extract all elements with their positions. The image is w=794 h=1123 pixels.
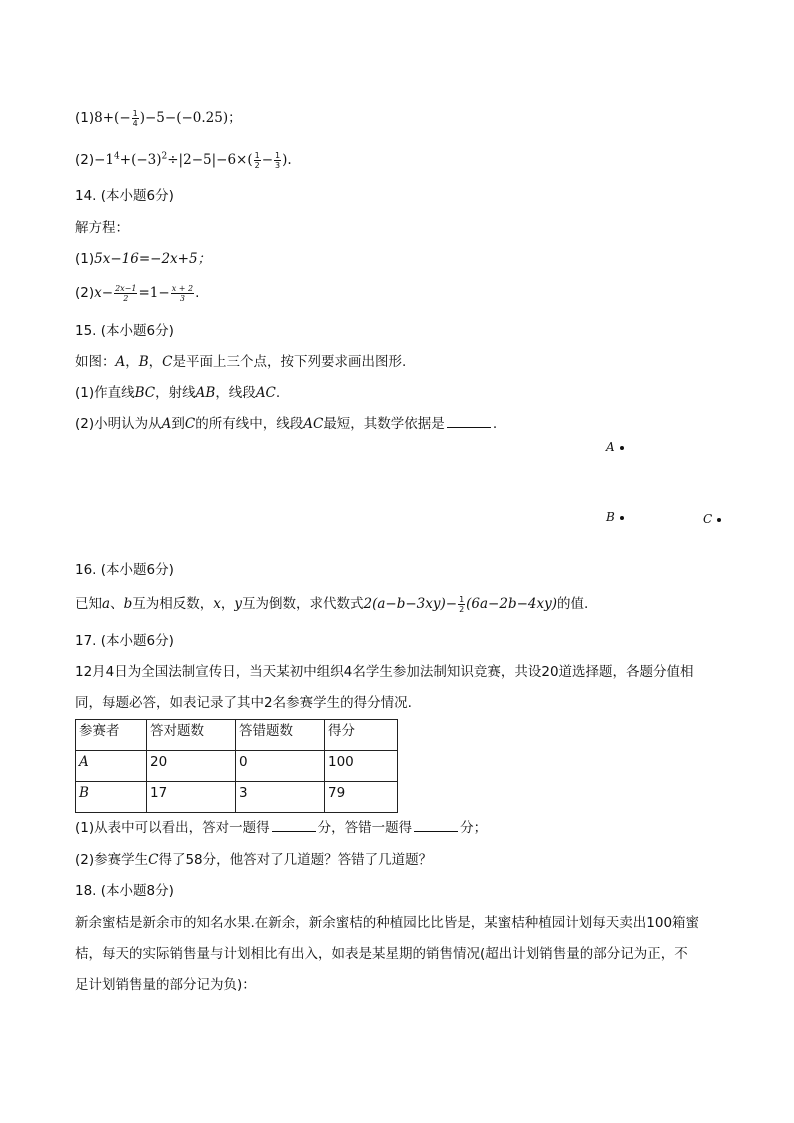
answer-blank[interactable] bbox=[272, 819, 316, 832]
table-cell: 20 bbox=[147, 751, 236, 782]
point-c-dot bbox=[717, 518, 721, 522]
table-cell: 17 bbox=[147, 782, 236, 813]
table-header-cell: 答对题数 bbox=[147, 720, 236, 751]
table-header-cell: 得分 bbox=[325, 720, 398, 751]
q18-line1: 新余蜜桔是新余市的知名水果.在新余，新余蜜桔的种植园比比皆是，某蜜桔种植园计划每天卖出100箱蜜 bbox=[75, 915, 700, 931]
table-header-cell: 参赛者 bbox=[76, 720, 147, 751]
table-cell: B bbox=[76, 782, 147, 813]
answer-blank[interactable] bbox=[414, 819, 458, 832]
fraction-1-2: $\frac{1}{2}$ bbox=[459, 594, 465, 614]
q15-part1: (1)作直线BC，射线AB，线段AC. bbox=[75, 385, 281, 401]
q14-part2: (2)x− $\frac{2x-1}{2}$ =1− $\frac{x + 2}{3}$ . bbox=[75, 283, 200, 303]
point-a: A bbox=[606, 440, 624, 454]
q17-part2: (2)参赛学生C得了58分，他答对了几道题？答错了几道题？ bbox=[75, 852, 433, 868]
q14-intro: 解方程： bbox=[75, 220, 129, 236]
q18-heading: 18. (本小题8分) bbox=[75, 883, 174, 899]
q17-line2: 同，每题必答，如表记录了其中2名参赛学生的得分情况. bbox=[75, 695, 412, 711]
q17-heading: 17. (本小题6分) bbox=[75, 633, 174, 649]
table-cell: 3 bbox=[236, 782, 325, 813]
fraction-1-3: $\frac{1}{3}$ bbox=[275, 150, 281, 170]
q13-part2: $(2)-1^4+(-3)^2\div|2-5|-6\times$( $\frac{1}{2}$ − $\frac{1}{3}$ ). bbox=[75, 150, 292, 170]
table-cell: A bbox=[76, 751, 147, 782]
point-c: C bbox=[703, 512, 721, 526]
q15-intro: 如图：A，B，C是平面上三个点，按下列要求画出图形. bbox=[75, 354, 407, 370]
table-header-cell: 答错题数 bbox=[236, 720, 325, 751]
fraction-2x-1-over-2: $\frac{2x-1}{2}$ bbox=[115, 283, 137, 303]
table-row bbox=[76, 751, 398, 782]
q16-body: 已知a、b互为相反数，x，y互为倒数，求代数式2(a−b−3xy)− $\frac{1}{2}$ (6a−2b−4xy)的值. bbox=[75, 594, 589, 614]
table-row bbox=[76, 782, 398, 813]
score-table bbox=[75, 719, 398, 813]
q13-part1: (1)8+(− $\frac{1}{4}$ )−5−(−0.25)； bbox=[75, 108, 242, 128]
table-header-row bbox=[76, 720, 398, 751]
q15-part2: (2)小明认为从A到C的所有线中，线段AC最短，其数学依据是 . bbox=[75, 416, 498, 432]
table-cell: 79 bbox=[325, 782, 398, 813]
q18-line2: 桔，每天的实际销售量与计划相比有出入，如表是某星期的销售情况(超出计划销售量的部分记为正，不 bbox=[75, 946, 688, 962]
table-cell: 100 bbox=[325, 751, 398, 782]
q18-line3: 足计划销售量的部分记为负)： bbox=[75, 977, 256, 993]
q14-heading: 14. (本小题6分) bbox=[75, 188, 174, 204]
point-b: B bbox=[606, 510, 624, 524]
point-b-dot bbox=[620, 516, 624, 520]
q17-line1: 12月4日为全国法制宣传日，当天某初中组织4名学生参加法制知识竞赛，共设20道选择题，各题分值相 bbox=[75, 664, 694, 680]
fraction-1-2: $\frac{1}{2}$ bbox=[254, 150, 260, 170]
q17-part1: (1)从表中可以看出，答对一题得 分，答错一题得 分； bbox=[75, 820, 488, 836]
fraction-1-4: $\frac{1}{4}$ bbox=[132, 108, 138, 128]
point-a-dot bbox=[620, 446, 624, 450]
fraction-x-plus-2-over-3: $\frac{x + 2}{3}$ bbox=[171, 283, 194, 303]
q15-heading: 15. (本小题6分) bbox=[75, 323, 174, 339]
q14-part1: (1)5x−16=−2x+5； bbox=[75, 251, 212, 267]
answer-blank[interactable] bbox=[447, 415, 491, 428]
table-cell: 0 bbox=[236, 751, 325, 782]
q16-heading: 16. (本小题6分) bbox=[75, 562, 174, 578]
